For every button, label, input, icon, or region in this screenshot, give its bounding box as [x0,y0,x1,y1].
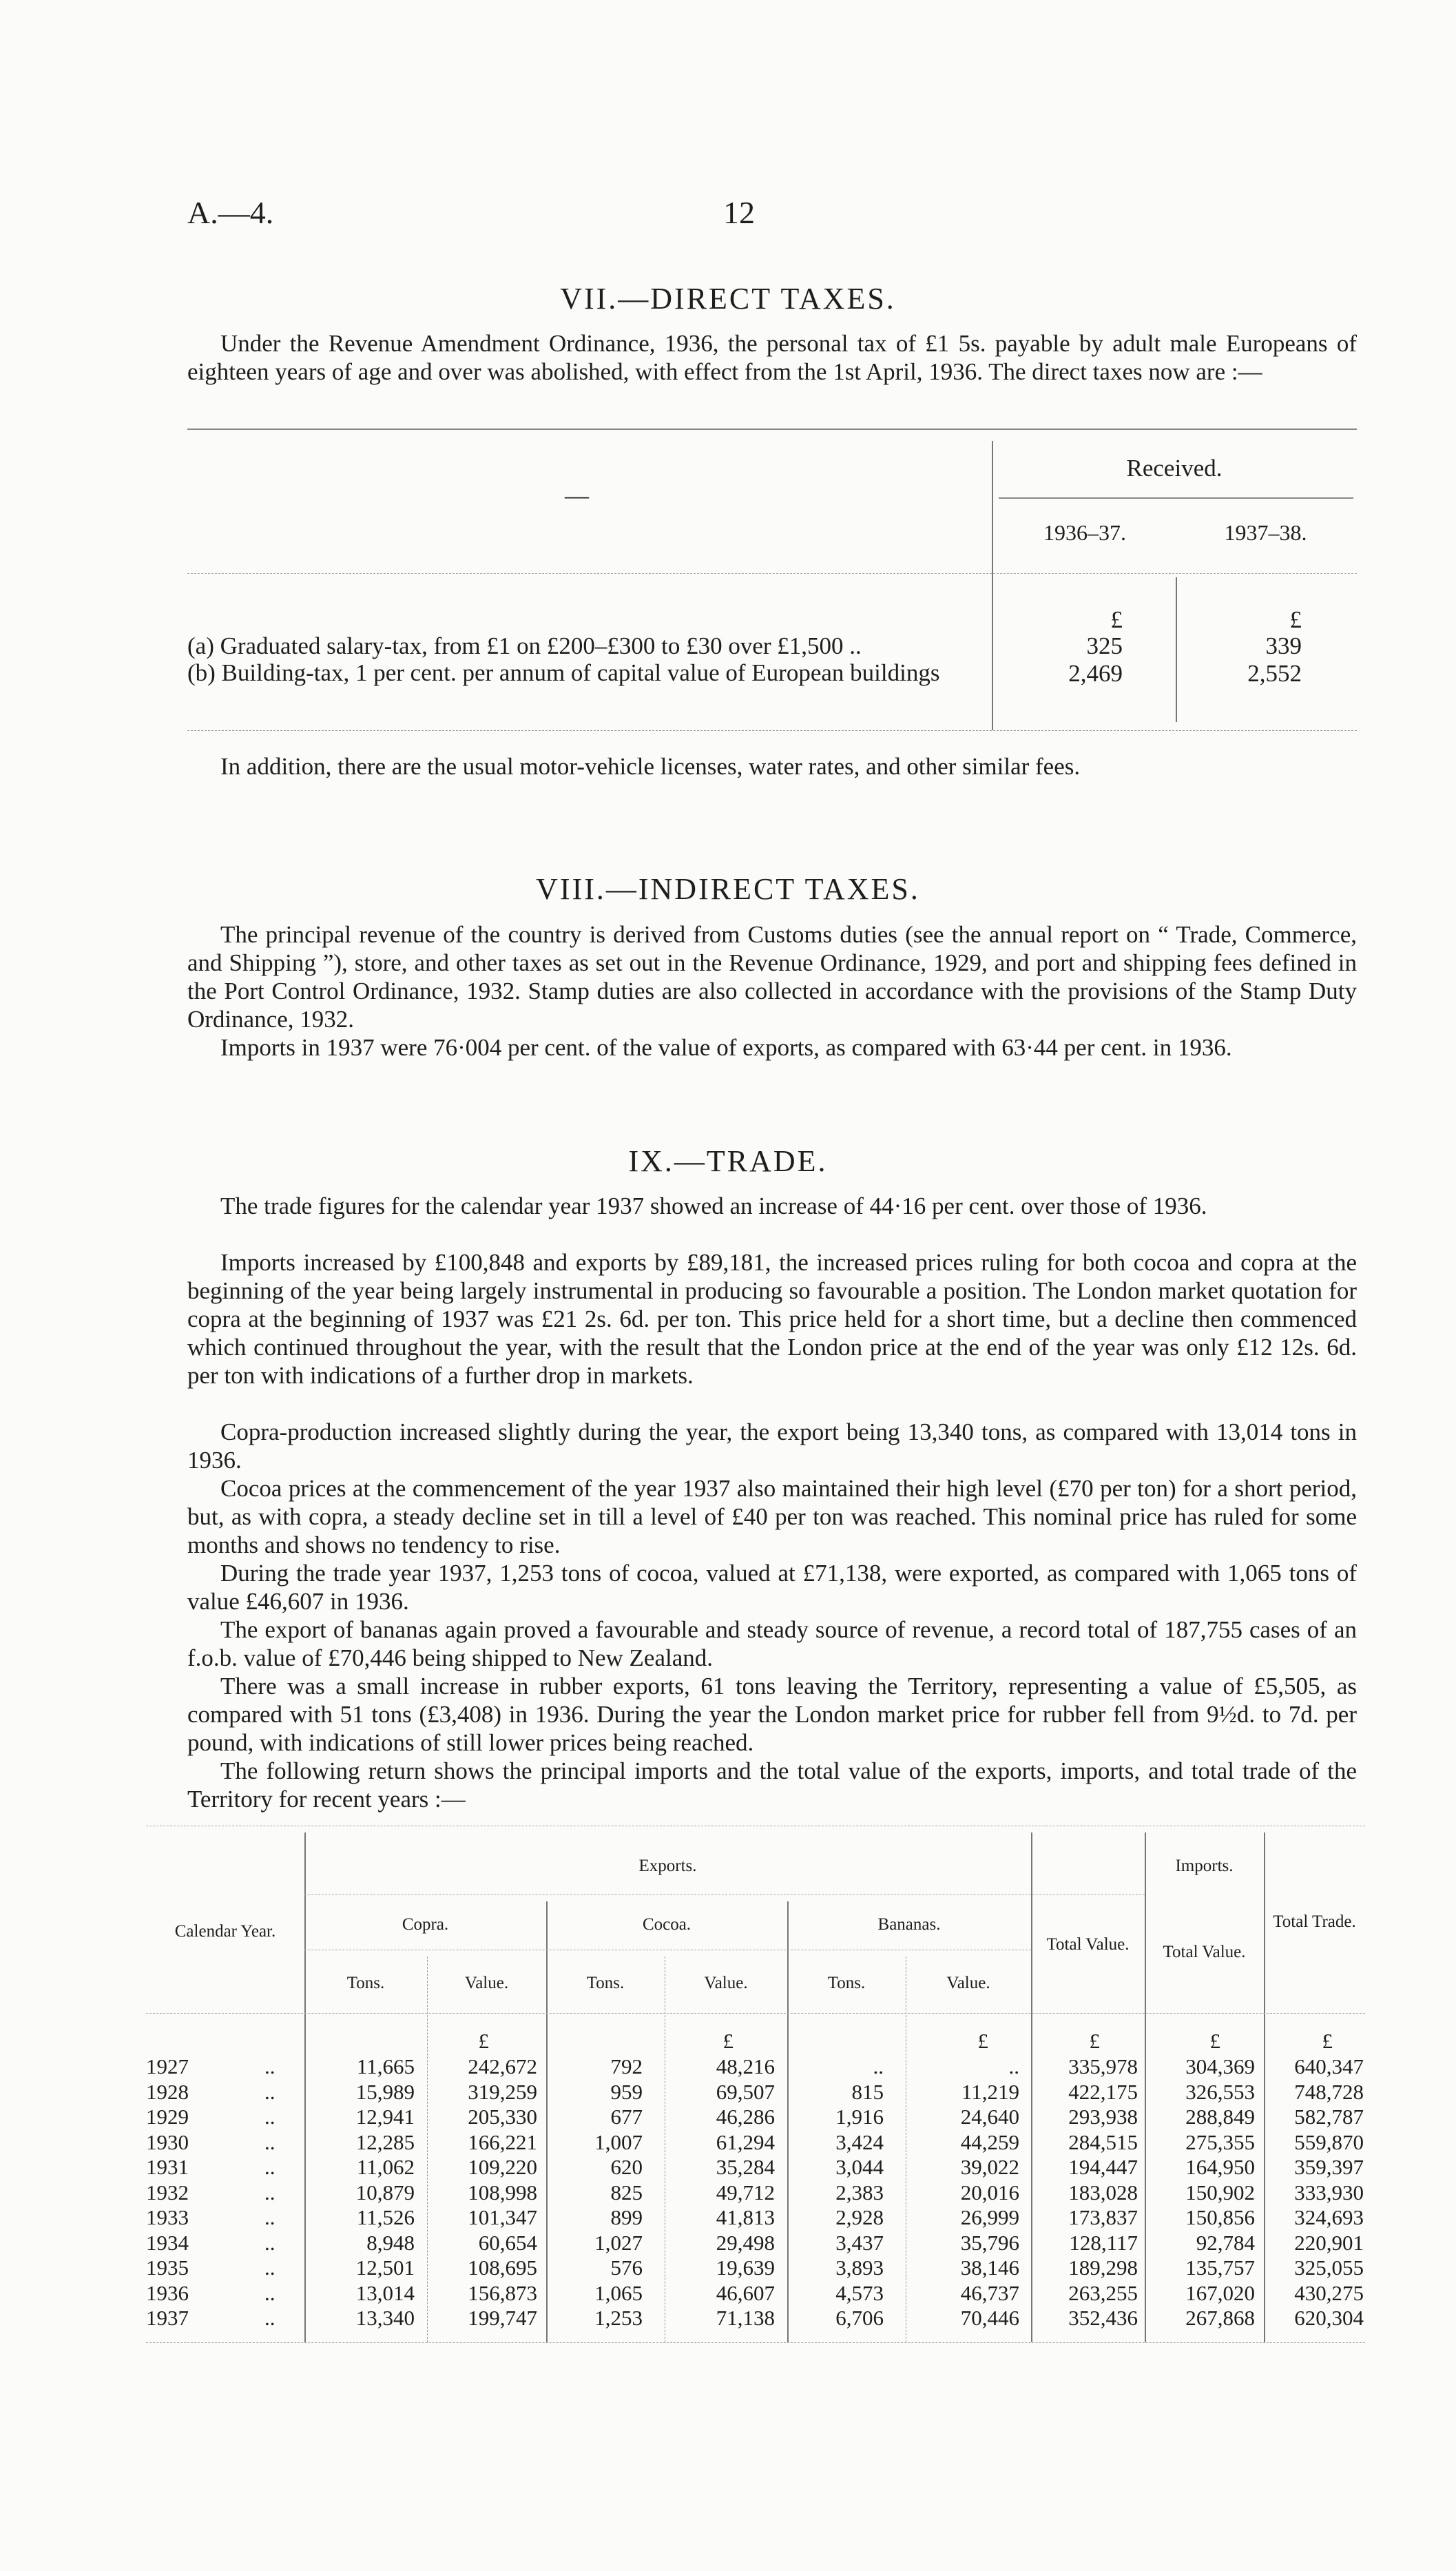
row-year: 1931 [146,2155,189,2179]
indirect-taxes-p1: The principal revenue of the country is derived from Customs duties (see the annual report on “ Trade, Commerce, and Shipping ”), store, and other taxes as set out in the Revenue Ordinance, 1929, and port and shipping fees defined in the Port Control Ordinance, 1932. Stamp duties are also collected in accordance with the provisions of the Stamp Duty Ordinance, 1932. [187,921,1357,1033]
trade-p4: Cocoa prices at the commencement of the year 1937 also maintained their high level (£70 per ton) for a short period, but, as with copra, a steady decline set in till a level of £40 per ton was reached. This nominal price has ruled for some months and shows no tendency to rise. [187,1475,1357,1558]
leader-dots: .. [264,2280,275,2305]
cell-copra-tons: 12,941 [355,2105,415,2129]
row-year: 1937 [146,2306,189,2330]
row-year: 1936 [146,2280,189,2305]
indirect-taxes-p2: Imports in 1937 were 76·004 per cent. of the value of exports, as compared with 63·44 per cent. in 1936. [220,1034,1232,1061]
cell-copra-value: 60,654 [478,2230,537,2255]
hdr-total-value-exports: Total Value. [1046,1935,1130,1954]
cell-imports: 267,868 [1185,2306,1255,2330]
cell-banana-tons: 2,383 [835,2180,884,2205]
cell-imports: 150,902 [1185,2180,1255,2205]
hdr-copra-tons: Tons. [346,1974,385,1992]
cell-imports: 150,856 [1185,2205,1255,2229]
cell-cocoa-value: 49,712 [716,2180,775,2205]
tax-row-b: (b) Building-tax, 1 per cent. per annum of capital value of European buildings [187,659,940,686]
cell-copra-value: 166,221 [468,2129,537,2154]
cell-cocoa-tons: 792 [610,2054,643,2078]
trade-p8: The following return shows the principal imports and the total value of the exports, imports, and total trade of the Territory for recent years :— [187,1757,1357,1813]
cell-cocoa-value: 41,813 [716,2205,775,2229]
cell-cocoa-tons: 825 [610,2180,643,2205]
cell-total-exports: 173,837 [1068,2205,1138,2229]
cell-cocoa-value: 29,498 [716,2230,775,2255]
cell-cocoa-tons: 1,007 [594,2129,643,2154]
row-year: 1929 [146,2105,189,2129]
cell-banana-value: 26,999 [960,2205,1019,2229]
cell-copra-value: 108,998 [468,2180,537,2205]
unit-banana-value: £ [977,2029,988,2053]
cell-cocoa-tons: 677 [610,2105,643,2129]
leader-dots: .. [264,2180,275,2205]
cell-cocoa-value: 71,138 [716,2306,775,2330]
cell-total-exports: 183,028 [1068,2180,1138,2205]
unit-total-trade: £ [1322,2029,1333,2053]
cell-imports: 304,369 [1185,2054,1255,2078]
cell-banana-tons: 6,706 [835,2306,884,2330]
cell-copra-value: 319,259 [468,2079,537,2104]
cell-copra-value: 199,747 [468,2306,537,2330]
cell-banana-value: 20,016 [960,2180,1019,2205]
cell-total-trade: 324,693 [1294,2205,1364,2229]
tax-row-b-1936: 2,469 [1068,660,1123,687]
cell-banana-tons: 815 [851,2079,884,2104]
cell-cocoa-tons: 899 [610,2205,643,2229]
cell-copra-tons: 11,062 [356,2155,415,2179]
cell-total-exports: 352,436 [1068,2306,1138,2330]
cell-copra-value: 205,330 [468,2105,537,2129]
hdr-cocoa: Cocoa. [642,1915,691,1934]
cell-copra-tons: 11,526 [356,2205,415,2229]
unit-total-exports: £ [1089,2029,1100,2053]
table-column-divider [1176,577,1177,722]
cell-copra-value: 108,695 [468,2255,537,2280]
direct-taxes-after: In addition, there are the usual motor-vehicle licenses, water rates, and other similar fees. [220,753,1081,780]
hdr-total-trade: Total Trade. [1273,1912,1356,1931]
hdr-banana-value: Value. [946,1974,990,1992]
cell-cocoa-value: 35,284 [716,2155,775,2179]
row-year: 1932 [146,2180,189,2205]
section-heading-trade: IX.—TRADE. [628,1144,828,1178]
cell-cocoa-value: 69,507 [716,2079,775,2104]
leader-dots: .. [264,2054,275,2078]
cell-banana-value: 35,796 [960,2230,1019,2255]
cell-copra-tons: 13,014 [355,2280,415,2305]
tax-row-a-1936: 325 [1086,632,1123,659]
cell-total-exports: 189,298 [1068,2255,1138,2280]
cell-copra-tons: 8,948 [366,2230,415,2255]
cell-copra-tons: 10,879 [355,2180,415,2205]
cell-total-trade: 430,275 [1294,2280,1364,2305]
trade-p2: Imports increased by £100,848 and exports by £89,181, the increased prices ruling for both cocoa and copra at the beginning of the year being largely instrumental in producing so favourable a position. The London market quotation for copra at the beginning of 1937 was £21 2s. 6d. per ton. This price held for a short time, but a decline then commenced which continued throughout the year, with the result that the London price at the end of the year was only £12 12s. 6d. per ton with indications of a further drop in markets. [187,1249,1357,1389]
cell-banana-value: 24,640 [960,2105,1019,2129]
leader-dots: .. [264,2306,275,2330]
cell-banana-tons: 3,044 [835,2155,884,2179]
cell-copra-value: 109,220 [468,2155,537,2179]
cell-total-trade: 325,055 [1294,2255,1364,2280]
trade-table-bottom-rule [146,2342,1365,2343]
header-rule [187,573,1357,574]
cell-cocoa-tons: 620 [610,2155,643,2179]
cell-banana-value: 39,022 [960,2155,1019,2179]
hdr-bananas: Bananas. [877,1915,941,1934]
row-year: 1928 [146,2079,189,2104]
cell-imports: 288,849 [1185,2105,1255,2129]
cell-total-trade: 640,347 [1294,2054,1364,2078]
cell-total-exports: 194,447 [1068,2155,1138,2179]
cell-banana-tons: 3,424 [835,2129,884,2154]
leader-dots: .. [264,2230,275,2255]
cell-cocoa-tons: 1,027 [594,2230,643,2255]
cell-imports: 135,757 [1185,2255,1255,2280]
cell-copra-value: 242,672 [468,2054,537,2078]
trade-p6: The export of bananas again proved a favourable and steady source of revenue, a record total of 187,755 cases of an f.o.b. value of £70,446 being shipped to New Zealand. [187,1616,1357,1671]
unit-cocoa-value: £ [722,2029,734,2053]
cell-total-trade: 220,901 [1294,2230,1364,2255]
cell-cocoa-value: 61,294 [716,2129,775,2154]
cell-banana-value: 11,219 [961,2079,1019,2104]
cell-banana-tons: 3,893 [835,2255,884,2280]
leader-dots: .. [264,2129,275,2154]
row-year: 1935 [146,2255,189,2280]
cell-total-trade: 582,787 [1294,2105,1364,2129]
hdr-cocoa-value: Value. [704,1974,748,1992]
trade-p5: During the trade year 1937, 1,253 tons of cocoa, valued at £71,138, were exported, as compared with 1,065 tons of value £46,607 in 1936. [187,1560,1357,1615]
hdr-copra: Copra. [402,1915,449,1934]
cell-banana-value: 46,737 [960,2280,1019,2305]
cell-banana-tons: 1,916 [835,2105,884,2129]
cell-cocoa-tons: 959 [610,2079,643,2104]
leader-dots: .. [264,2255,275,2280]
hdr-imports: Imports. [1175,1857,1234,1875]
unit-pound: £ [1110,606,1123,633]
cell-total-trade: 359,397 [1294,2155,1364,2179]
hdr-copra-value: Value. [464,1974,509,1992]
cell-imports: 167,020 [1185,2280,1255,2305]
cell-banana-value: 70,446 [960,2306,1019,2330]
cell-banana-tons: 3,437 [835,2230,884,2255]
cell-total-trade: 559,870 [1294,2129,1364,2154]
cell-total-trade: 620,304 [1294,2306,1364,2330]
hdr-banana-tons: Tons. [827,1974,866,1992]
unit-copra-value: £ [478,2029,489,2053]
cell-imports: 275,355 [1185,2129,1255,2154]
trade-p3: Copra-production increased slightly during the year, the export being 13,340 tons, as compared with 13,014 tons in 1936. [187,1418,1357,1474]
cell-cocoa-tons: 576 [610,2255,643,2280]
cell-copra-tons: 12,501 [355,2255,415,2280]
table-bottom-rule [187,730,1357,731]
hdr-total-value-imports: Total Value. [1163,1943,1246,1961]
cell-cocoa-tons: 1,065 [594,2280,643,2305]
hdr-calendar-year: Calendar Year. [174,1922,276,1941]
section-heading-direct-taxes: VII.—DIRECT TAXES. [560,282,896,316]
received-rule [999,497,1353,499]
hdr-cocoa-tons: Tons. [586,1974,625,1992]
cell-banana-value: 38,146 [960,2255,1019,2280]
cell-total-exports: 128,117 [1069,2230,1138,2255]
cell-imports: 92,784 [1196,2230,1255,2255]
unit-imports: £ [1209,2029,1220,2053]
cell-copra-value: 101,347 [468,2205,537,2229]
table-blank-header: — [565,482,589,509]
cell-banana-value: 44,259 [960,2129,1019,2154]
col-1937-38: 1937–38. [1224,520,1307,545]
tax-row-b-1937: 2,552 [1247,660,1302,687]
cell-banana-tons: 2,928 [835,2205,884,2229]
cell-copra-tons: 15,989 [355,2079,415,2104]
trade-p1: The trade figures for the calendar year 1937 showed an increase of 44·16 per cent. over those of 1936. [220,1192,1207,1219]
page-number: 12 [723,195,755,230]
table-column-divider [992,441,993,730]
table-top-rule [187,429,1357,430]
leader-dots: .. [264,2155,275,2179]
cell-imports: 164,950 [1185,2155,1255,2179]
tax-row-a-1937: 339 [1265,632,1302,659]
cell-total-exports: 422,175 [1068,2079,1138,2104]
cell-total-trade: 748,728 [1294,2079,1364,2104]
cell-total-exports: 335,978 [1068,2054,1138,2078]
hdr-exports: Exports. [638,1857,697,1875]
col-1936-37: 1936–37. [1043,520,1126,545]
cell-copra-tons: 12,285 [355,2129,415,2154]
cell-cocoa-tons: 1,253 [594,2306,643,2330]
cell-cocoa-value: 46,286 [716,2105,775,2129]
received-header: Received. [1126,455,1223,482]
tax-row-a: (a) Graduated salary-tax, from £1 on £200–£300 to £30 over £1,500 .. [187,632,862,659]
row-year: 1934 [146,2230,189,2255]
trade-p7: There was a small increase in rubber exports, 61 tons leaving the Territory, representing a value of £5,505, as compared with 51 tons (£3,408) in 1936. During the year the London market price for rubber fell from 9½d. to 7d. per pound, with indications of still lower prices being reached. [187,1673,1357,1756]
cell-copra-value: 156,873 [468,2280,537,2305]
leader-dots: .. [264,2105,275,2129]
cell-total-exports: 263,255 [1068,2280,1138,2305]
cell-banana-tons: 4,573 [835,2280,884,2305]
cell-banana-tons: .. [873,2054,884,2078]
direct-taxes-intro: Under the Revenue Amendment Ordinance, 1936, the personal tax of £1 5s. payable by adult male Europeans of eighteen years of age and over was abolished, with effect from the 1st April, 1936. The direct taxes now are :— [187,330,1357,385]
row-year: 1930 [146,2129,189,2154]
leader-dots: .. [264,2079,275,2104]
cell-cocoa-value: 46,607 [716,2280,775,2305]
cell-total-exports: 293,938 [1068,2105,1138,2129]
exports-rule [304,1894,1145,1895]
cell-total-exports: 284,515 [1068,2129,1138,2154]
cell-total-trade: 333,930 [1294,2180,1364,2205]
cell-cocoa-value: 19,639 [716,2255,775,2280]
cell-copra-tons: 13,340 [355,2306,415,2330]
header-bottom-rule [146,2013,1365,2014]
cell-imports: 326,553 [1185,2079,1255,2104]
cell-copra-tons: 11,665 [356,2054,415,2078]
cell-cocoa-value: 48,216 [716,2054,775,2078]
unit-pound: £ [1289,606,1302,633]
row-year: 1927 [146,2054,189,2078]
document-reference: A.—4. [187,195,274,230]
section-heading-indirect-taxes: VIII.—INDIRECT TAXES. [536,872,920,906]
row-year: 1933 [146,2205,189,2229]
leader-dots: .. [264,2205,275,2229]
cell-banana-value: .. [1008,2054,1019,2078]
